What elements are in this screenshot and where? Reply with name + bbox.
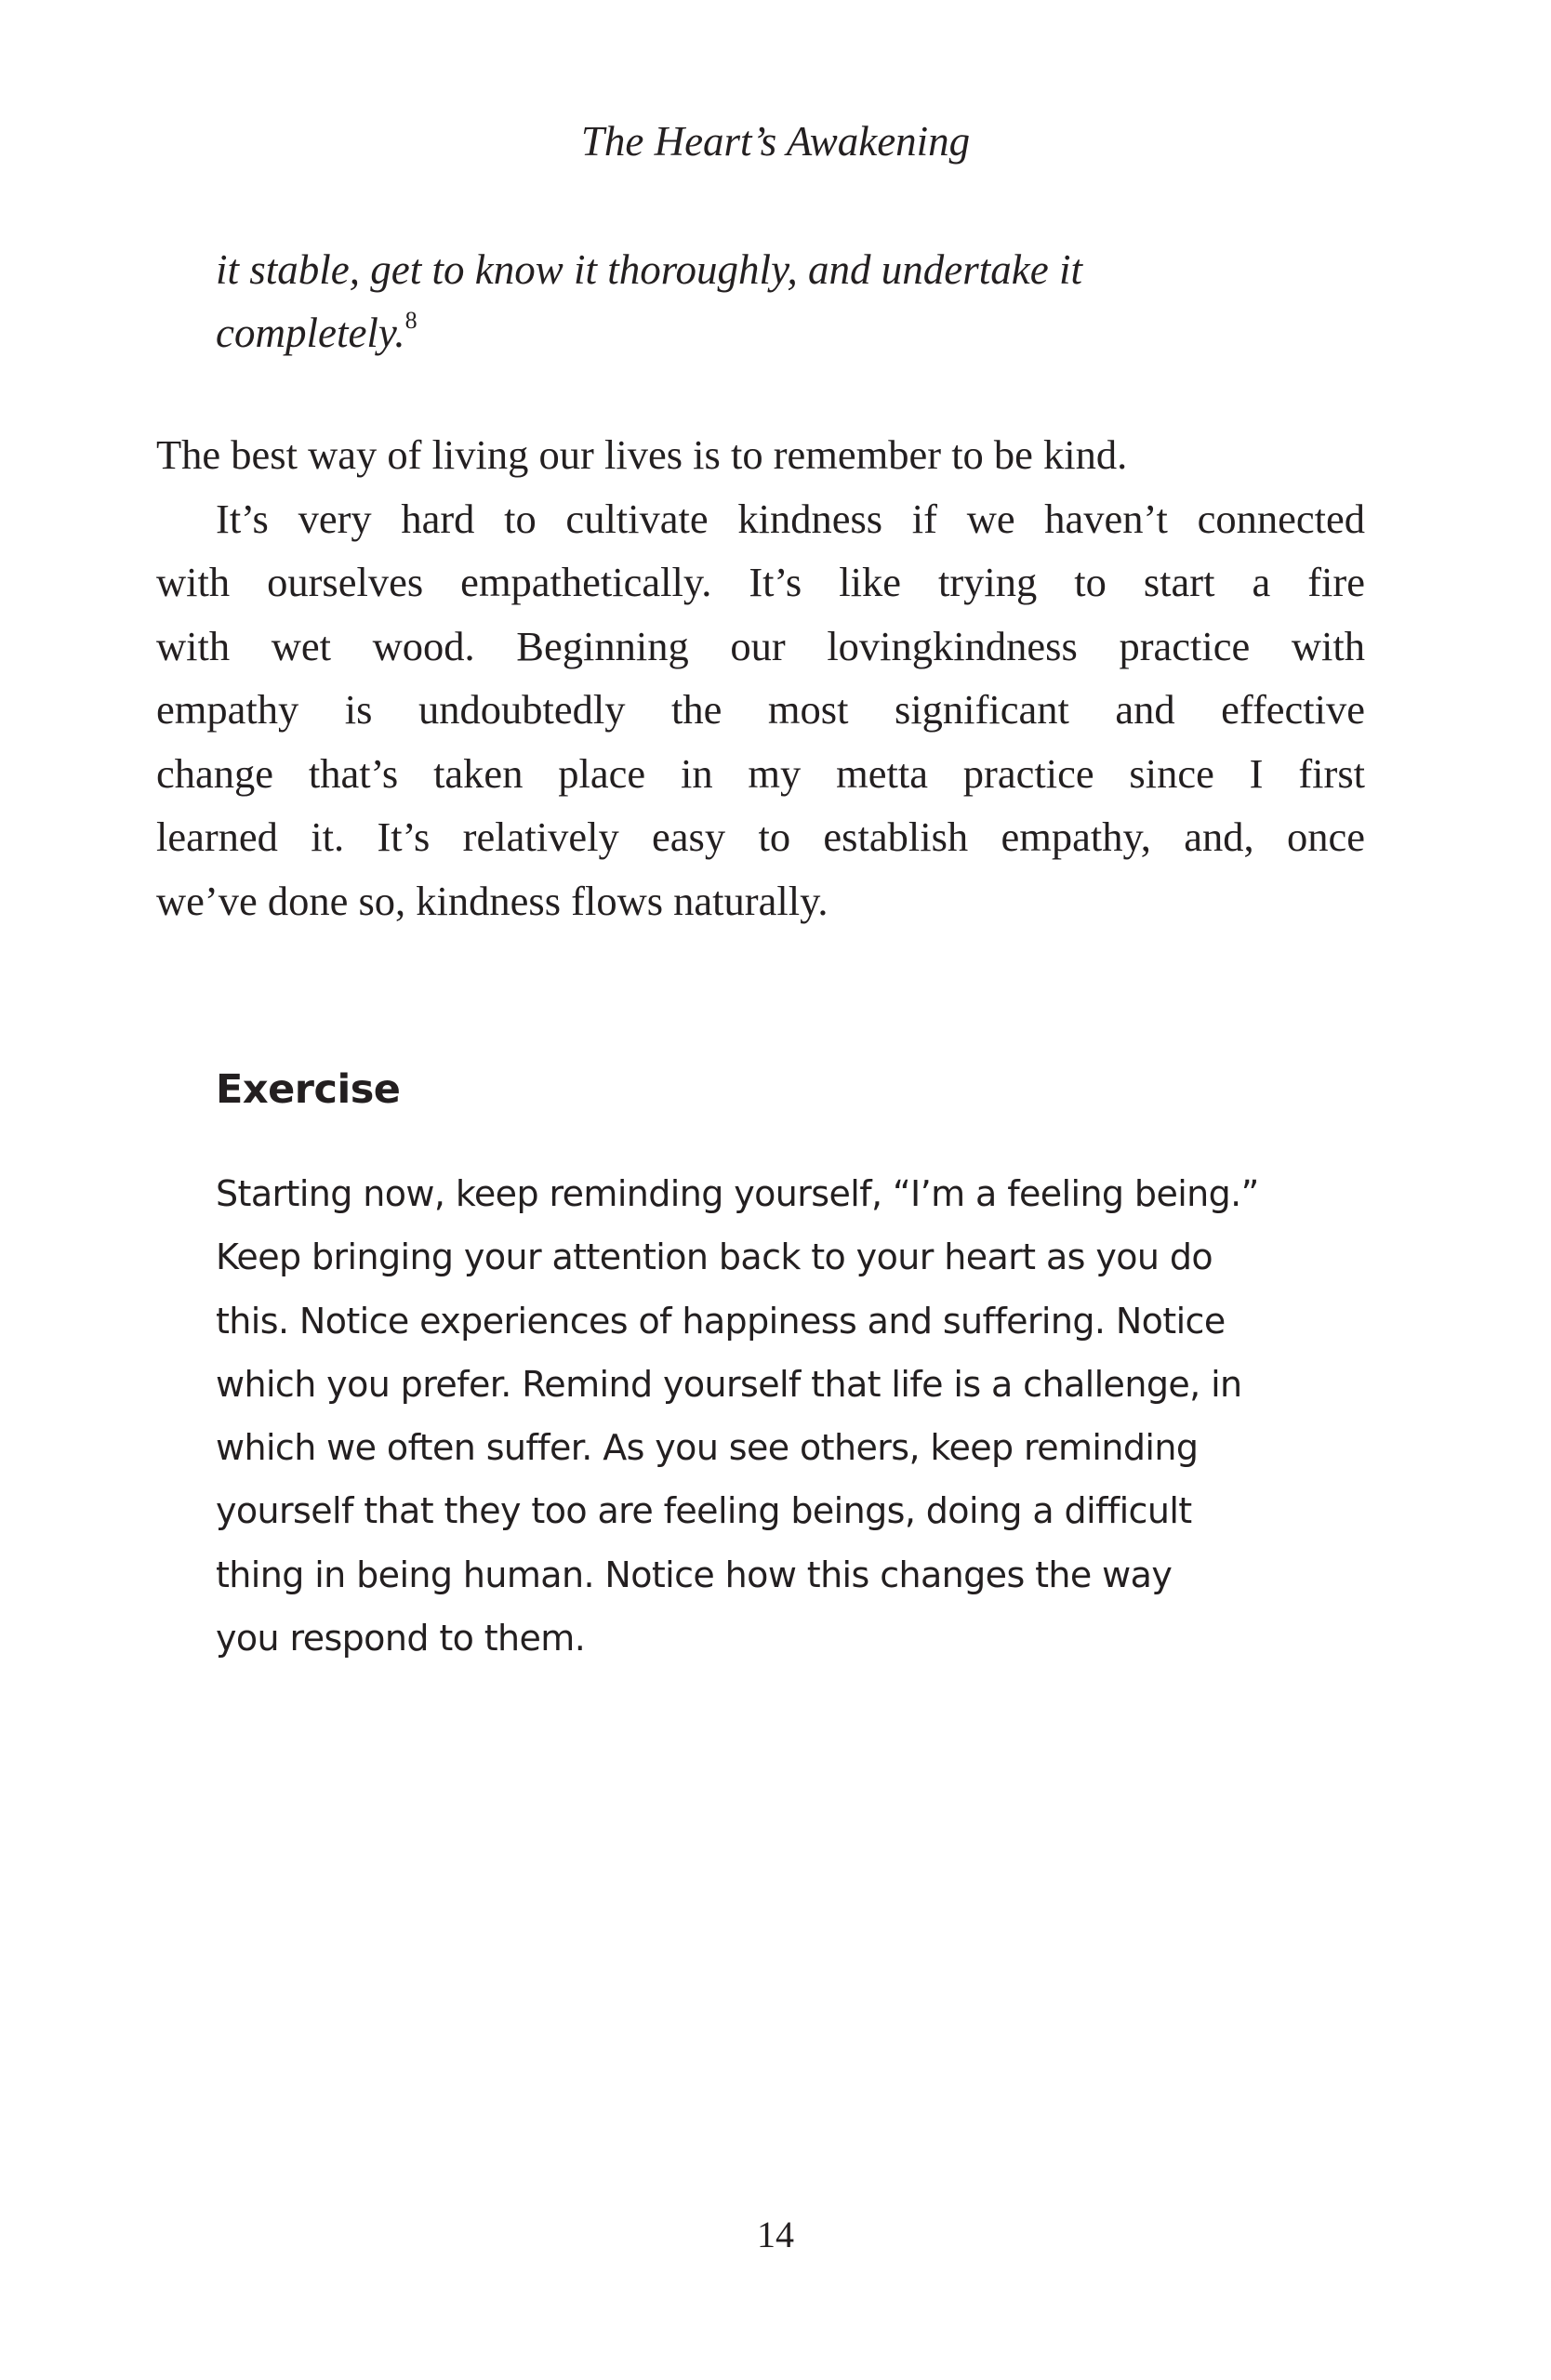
exercise-line: Starting now, keep reminding yourself, “I’m a feeling being.” (216, 1173, 1259, 1214)
exercise-line: which we often suffer. As you see others, keep reminding (216, 1427, 1199, 1469)
body-line: with wet wood. Beginning our lovingkindness practice with (156, 622, 1365, 669)
block-quote (216, 238, 1359, 364)
running-head: The Heart’s Awakening (580, 118, 971, 165)
footnote-reference: 8 (404, 307, 418, 334)
body-line: The best way of living our lives is to remember to be kind. (156, 431, 1128, 478)
exercise-line: you respond to them. (216, 1618, 586, 1659)
page-number: 14 (757, 2214, 794, 2255)
body-line: with ourselves empathetically. It’s like trying to start a fire (156, 559, 1365, 605)
exercise-line: which you prefer. Remind yourself that life is a challenge, in (216, 1363, 1242, 1405)
body-line: learned it. It’s relatively easy to establish empathy, and, once (156, 813, 1365, 860)
body-line: change that’s taken place in my metta practice since I first (156, 749, 1365, 797)
body-line: we’ve done so, kindness flows naturally. (156, 877, 829, 924)
quote-line: it stable, get to know it thoroughly, and undertake it (216, 246, 1082, 293)
quote-line-last (216, 301, 1359, 364)
exercise-line: yourself that they too are feeling beings, doing a difficult (216, 1490, 1192, 1532)
exercise-line: Keep bringing your attention back to your heart as you do (216, 1236, 1213, 1278)
body-paragraphs (156, 423, 1365, 932)
exercise-paragraph (216, 1162, 1294, 1670)
quote-line-text: completely. (216, 310, 405, 356)
exercise-line: this. Notice experiences of happiness and suffering. Notice (216, 1300, 1226, 1342)
body-line: empathy is undoubtedly the most significant and effective (156, 686, 1365, 733)
body-line: It’s very hard to cultivate kindness if we haven’t connected (216, 495, 1365, 542)
exercise-line: thing in being human. Notice how this changes the way (216, 1554, 1173, 1595)
exercise-heading: Exercise (216, 1066, 401, 1113)
